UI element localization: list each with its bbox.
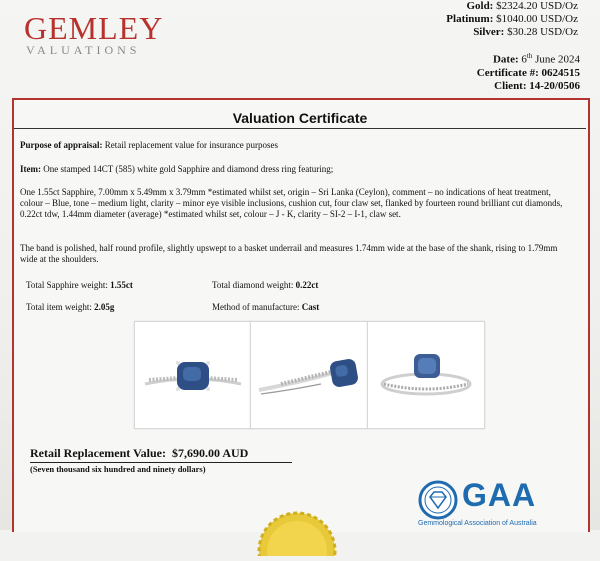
item-weight-label: Total item weight: xyxy=(26,302,92,312)
platinum-price-row xyxy=(446,13,578,26)
item-value: One stamped 14CT (585) white gold Sapphire and diamond dress ring featuring; xyxy=(43,164,334,174)
client-label: Client: xyxy=(494,79,527,92)
manufacture-method xyxy=(212,302,319,313)
sapphire-weight-label: Total Sapphire weight: xyxy=(26,280,108,290)
certificate-value: 0624515 xyxy=(541,66,580,79)
metal-prices xyxy=(446,0,578,39)
platinum-label: Platinum: xyxy=(446,13,494,25)
gaa-emblem-icon xyxy=(418,480,458,520)
band-paragraph: The band is polished, half round profile, slightly upswept to a basket underrail and measures 1.74mm wide at the base of the shank, rising to 1.79mm wide at the shoulders. xyxy=(20,243,558,264)
sapphire-weight xyxy=(26,280,133,291)
certificate-number-row xyxy=(477,67,580,80)
ring-photo-front xyxy=(134,321,252,429)
diamond-weight-label: Total diamond weight: xyxy=(212,280,294,290)
purpose-label: Purpose of appraisal: xyxy=(20,140,103,150)
date-day: 6 xyxy=(521,53,527,66)
client-row xyxy=(477,80,580,93)
diamond-weight xyxy=(212,280,318,291)
platinum-value: $1040.00 USD/Oz xyxy=(496,13,578,25)
retail-value-line xyxy=(30,446,248,461)
item-weight-value: 2.05g xyxy=(94,302,115,312)
client-value: 14-20/0506 xyxy=(529,79,580,92)
manufacture-value: Cast xyxy=(301,302,320,312)
diamond-weight-value: 0.22ct xyxy=(295,280,319,290)
description-paragraph: One 1.55ct Sapphire, 7.00mm x 5.49mm x 3.79mm *estimated whilst set, origin – Sri Lanka (Ceylon), comment – no indications of heat treatment, colour – Blue, tone – medium light, clarity – minor eye visible inclusions, cushion cut, four claw set, flanked by fourteen round brilliant cut diamonds, 0.22ct tdw, 1.44mm diameter (average) *estimated whilst set, colour – J - K, clarity – SI-2 – I-1, claw set. xyxy=(20,187,563,219)
retail-value-words: (Seven thousand six hundred and ninety dollars) xyxy=(30,464,206,474)
silver-price-row xyxy=(446,26,578,39)
retail-value-label: Retail Replacement Value: xyxy=(30,446,166,460)
silver-label: Silver: xyxy=(473,26,505,38)
date-suffix: th xyxy=(526,52,533,60)
sapphire-weight-value: 1.55ct xyxy=(110,280,133,290)
valuations-subtitle: VALUATIONS xyxy=(26,43,141,57)
retail-value-underline xyxy=(30,462,292,463)
gold-seal-icon xyxy=(252,506,342,556)
item-weight xyxy=(26,302,114,313)
silver-value: $30.28 USD/Oz xyxy=(507,26,578,38)
certificate-meta xyxy=(477,50,580,93)
ring-photo-side xyxy=(250,321,368,429)
gold-price-row xyxy=(446,0,578,13)
certificate-label: Certificate #: xyxy=(476,66,539,79)
gaa-logo-text: GAA xyxy=(462,477,537,513)
date-row xyxy=(477,50,580,67)
retail-value-amount: $7,690.00 AUD xyxy=(171,446,249,460)
date-label: Date: xyxy=(492,53,519,66)
gaa-subtitle: Gemmological Association of Australia xyxy=(418,520,537,527)
manufacture-label: Method of manufacture: xyxy=(212,302,300,312)
gemley-logo: GEMLEY xyxy=(24,10,164,46)
ring-photo-top xyxy=(367,321,485,429)
gold-label: Gold: xyxy=(466,0,494,12)
date-rest: June 2024 xyxy=(535,53,580,66)
title-divider xyxy=(14,128,586,129)
item-line xyxy=(20,164,572,175)
purpose-line xyxy=(20,140,572,151)
certificate-title: Valuation Certificate xyxy=(232,110,368,126)
item-label: Item: xyxy=(20,164,41,174)
gold-value: $2324.20 USD/Oz xyxy=(496,0,578,12)
purpose-value: Retail replacement value for insurance purposes xyxy=(104,140,278,150)
